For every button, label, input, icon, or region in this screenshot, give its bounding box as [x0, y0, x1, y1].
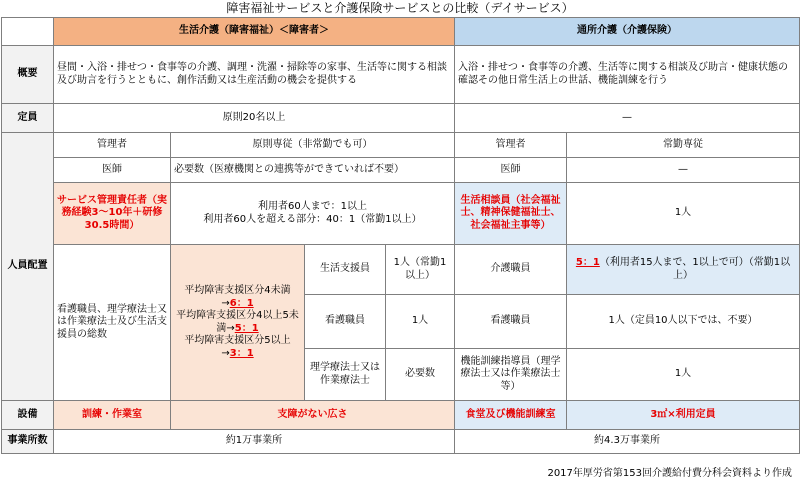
service-manager-row: [2, 183, 800, 245]
doctor-req-care: —: [567, 158, 800, 183]
ratio1-label: 平均障害支援区分4未満→: [184, 285, 291, 309]
life-counselor-role: 生活相談員（社会福祉士、精神保健福祉士、社会福祉主事等）: [455, 183, 567, 245]
ratio3-value: 3：1: [229, 347, 254, 359]
capacity-disability: 原則20名以上: [54, 104, 455, 133]
overview-disability: 昼間・入浴・排せつ・食事等の介護、調理・洗濯・掃除等の家事、生活等に関する相談及び助言を行うとともに、創作活動又は生産活動の機会を提供する: [54, 46, 455, 104]
trainer-role-care: 機能訓練指導員（理学療法士又は作業療法士等）: [455, 349, 567, 401]
life-counselor-req: 1人: [567, 183, 800, 245]
service-manager-role: サービス管理責任者（実務経験3〜10年＋研修30.5時間）: [54, 183, 171, 245]
equipment-d1: 訓練・作業室: [54, 401, 171, 430]
label-staffing: 人員配置: [2, 133, 54, 401]
header-corner: [2, 18, 54, 46]
nurse-role-care: 看護職員: [455, 295, 567, 349]
comparison-table: [1, 17, 800, 454]
label-capacity: 定員: [2, 104, 54, 133]
manager-role-care: 管理者: [455, 133, 567, 158]
header-row: [2, 18, 800, 46]
therapist-role-disability: 理学療法士又は作業療法士: [305, 349, 386, 401]
label-overview: 概要: [2, 46, 54, 104]
ratio2-label: 平均障害支援区分4以上5未満→: [176, 310, 299, 334]
care-worker-req: [567, 245, 800, 295]
offices-disability: 約1万事業所: [54, 430, 455, 454]
doctor-req-disability: 必要数（医療機関との連携等ができていれば不要）: [171, 158, 455, 183]
label-offices: 事業所数: [2, 430, 54, 454]
equipment-row: [2, 401, 800, 430]
label-equipment: 設備: [2, 401, 54, 430]
equipment-c1: 食堂及び機能訓練室: [455, 401, 567, 430]
nurse-req-disability: 1人: [386, 295, 455, 349]
offices-row: [2, 430, 800, 454]
header-disability: 生活介護（障害福祉）＜障害者＞: [54, 18, 455, 46]
care-worker-ratio: 5：1: [575, 257, 600, 268]
capacity-care: —: [455, 104, 800, 133]
care-worker-role: 介護職員: [455, 245, 567, 295]
capacity-row: [2, 104, 800, 133]
doctor-role-care: 医師: [455, 158, 567, 183]
life-support-role: 生活支援員: [305, 245, 386, 295]
manager-req-disability: 原則専従（非常勤でも可）: [171, 133, 455, 158]
manager-row: [2, 133, 800, 158]
therapist-req-disability: 必要数: [386, 349, 455, 401]
service-manager-req: [171, 183, 455, 245]
manager-req-care: 常勤専従: [567, 133, 800, 158]
ratio2-value: 5：1: [234, 322, 259, 334]
care-worker-note: （利用者15人まで、1以上で可）（常勤1以上）: [599, 257, 791, 281]
nurse-role-disability: 看護職員: [305, 295, 386, 349]
doctor-role-disability: 医師: [54, 158, 171, 183]
source-note: 2017年厚労省第153回介護給付費分科会資料より作成: [547, 468, 792, 479]
equipment-c2: 3㎡×利用定員: [567, 401, 800, 430]
overview-row: [2, 46, 800, 104]
overview-care: 入浴・排せつ・食事等の介護、生活等に関する相談及び助言・健康状態の確認その他日常生活上の世話、機能訓練を行う: [455, 46, 800, 104]
service-manager-line2: 利用者60人を超える部分：40：1（常勤1以上）: [203, 213, 422, 225]
offices-care: 約4.3万事業所: [455, 430, 800, 454]
manager-role-disability: 管理者: [54, 133, 171, 158]
trainer-req-care: 1人: [567, 349, 800, 401]
header-care: 通所介護（介護保険）: [455, 18, 800, 46]
life-support-req: 1人（常勤1以上）: [386, 245, 455, 295]
ratio1-value: 6：1: [229, 297, 254, 309]
nurse-req-care: 1人（定員10人以下では、不要）: [567, 295, 800, 349]
page-title: 障害福祉サービスと介護保険サービスとの比較（デイサービス）: [226, 1, 574, 15]
nursing-row-1: [2, 245, 800, 295]
service-manager-line1: 利用者60人まで：1以上: [257, 201, 368, 212]
equipment-d2: 支障がない広さ: [171, 401, 455, 430]
nursing-total-role: 看護職員、理学療法士又は作業療法士及び生活支援員の総数: [54, 245, 171, 401]
nursing-ratio-cell: [171, 245, 305, 401]
doctor-row: [2, 158, 800, 183]
ratio3-label: 平均障害支援区分5以上→: [184, 335, 291, 359]
